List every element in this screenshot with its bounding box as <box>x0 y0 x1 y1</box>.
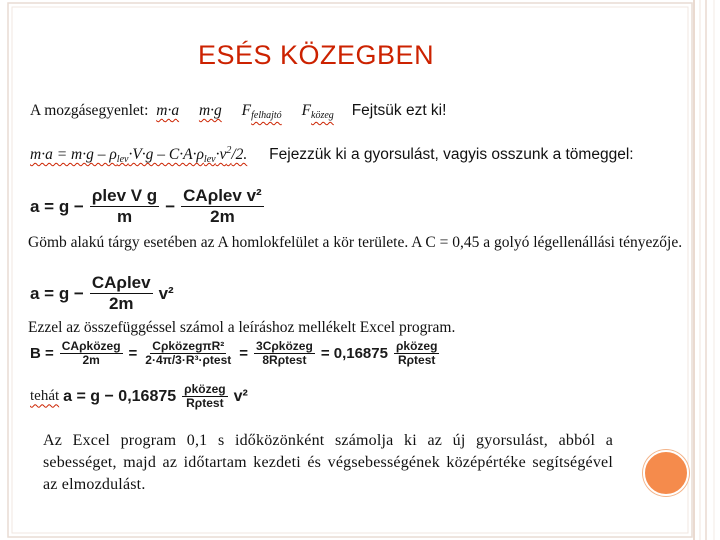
eq3-fraction-3: $\frac{\text{3Cρközeg}}{\text{8Rρtest}}$ <box>256 339 313 368</box>
eq1-lhs: a = g − <box>30 196 84 216</box>
expand-hint: Fejtsük ezt ki! <box>351 102 447 119</box>
motion-equation-line <box>30 102 446 121</box>
equation-acceleration-full: a = g − $\frac{\text{ρlev V g}}{m}$ − $\frac{\text{CAρlev v²}}{2m}$ <box>30 186 262 226</box>
term-f-felhajto: $F_{felhajtó}$ <box>241 102 282 121</box>
conclusion-text: Az Excel program 0,1 s időközönként számolja ki az új gyorsulást, abból a sebességet, majd az időtartam kezdeti és végsebességének középértéke segítségével az elmozdulást. <box>43 432 613 493</box>
eq3-fraction-1: $\frac{\text{CAρközeg}}{2m}$ <box>61 339 121 368</box>
excel-note: Ezzel az összefüggéssel számol a leíráshoz mellékelt Excel program. <box>28 319 456 336</box>
eq3-fraction-4: $\frac{\text{ρközeg}}{\text{Rρtest}}$ <box>395 339 438 368</box>
expanded-equation: $m\cdot a = m\cdot g - \rho_{lev}\cdot V\cdot g - C\cdot A\cdot\rho_{lev}\cdot v^2/2$. <box>30 145 248 165</box>
term-mg: m·g <box>198 102 222 119</box>
eq1-fraction-buoyancy: $\frac{\text{ρlev V g}}{m}$ <box>91 186 158 226</box>
expanded-equation-line <box>30 145 634 165</box>
eq2-fraction: $\frac{\text{CAρlev}}{2m}$ <box>91 273 151 313</box>
motion-equation-label: A mozgásegyenlet: <box>30 102 149 119</box>
eq3-fraction-2: $\frac{\text{CρközegπR²}}{\text{2·4π/3·R³·ρtest}}$ <box>145 339 232 368</box>
therefore-label: tehát <box>30 388 60 405</box>
term-ma: m·a <box>156 102 180 119</box>
decorative-orange-dot <box>643 450 689 496</box>
slide-title: ESÉS KÖZEGBEN <box>198 40 435 70</box>
eq4-fraction: $\frac{\text{ρközeg}}{\text{Rρtest}}$ <box>184 382 226 411</box>
eq1-fraction-drag: $\frac{\text{CAρlev v²}}{2m}$ <box>183 186 262 226</box>
equation-acceleration-final: tehát a = g − 0,16875 $\frac{\text{ρközeg}}{\text{Rρtest}}$ v² <box>30 382 248 411</box>
sphere-area-note: Gömb alakú tárgy esetében az A homlokfelület a kör területe. A C = 0,45 a golyó légellenállási tényezője. <box>28 234 683 251</box>
equation-b-constant: B = $\frac{\text{CAρközeg}}{2m}$ = $\frac{\text{CρközegπR²}}{\text{2·4π/3·R³·ρtest}}$ = $\frac{\text{3Cρközeg}}{\text{8Rρtest}}$ = 0,16875 $\frac{\text{ρközeg}}{\text{Rρtest}}$ <box>30 339 438 368</box>
term-f-kozeg: $F_{közeg}$ <box>301 102 334 121</box>
divide-hint: Fejezzük ki a gyorsulást, vagyis osszunk a tömeggel: <box>269 146 634 163</box>
equation-acceleration-simplified: a = g − $\frac{\text{CAρlev}}{2m}$ v² <box>30 273 174 313</box>
